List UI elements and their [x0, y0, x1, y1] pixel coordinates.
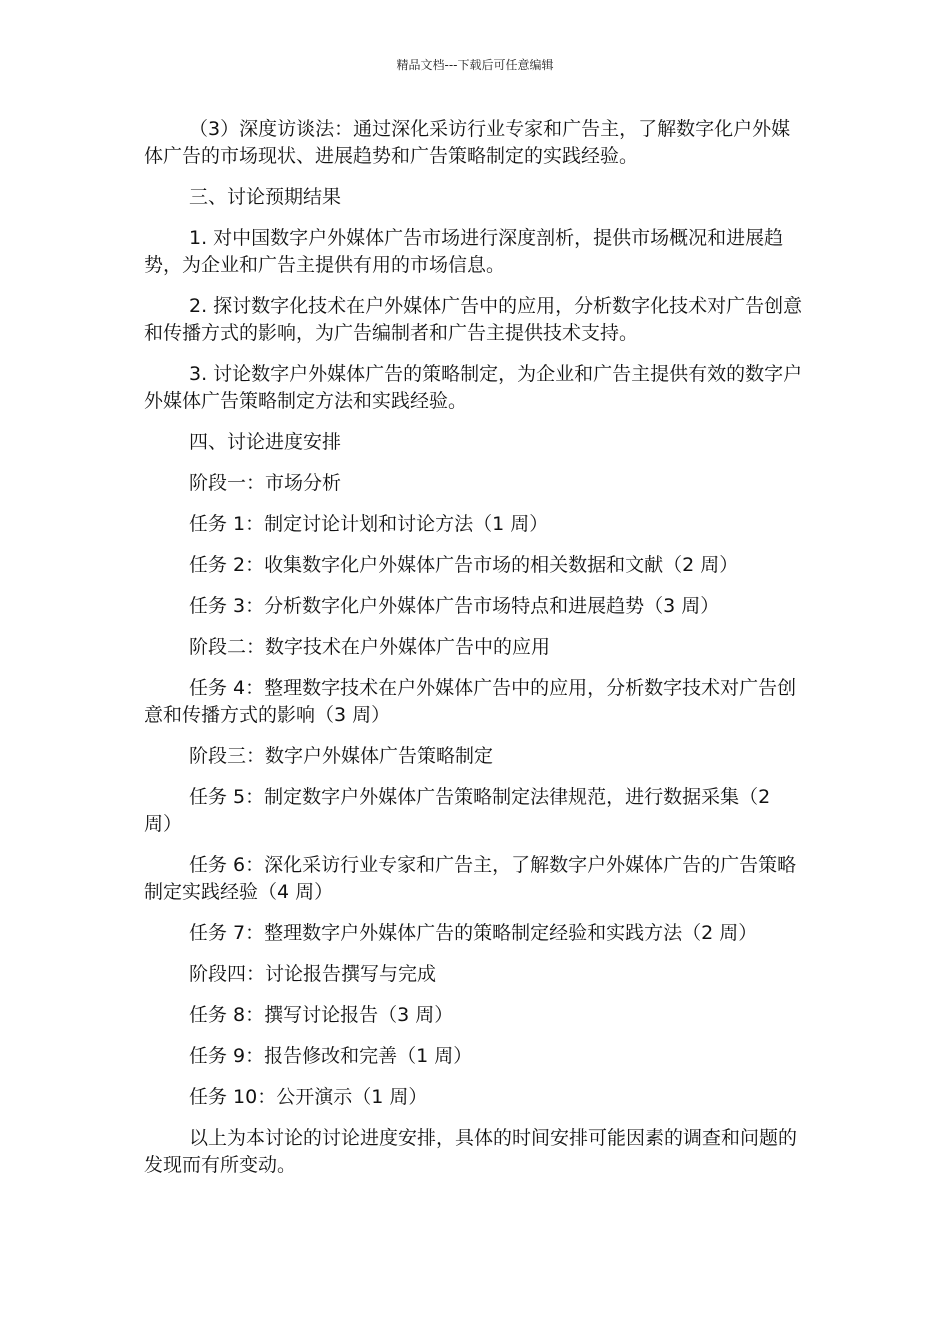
- task-3: 任务 3：分析数字化户外媒体广告市场特点和进展趋势（3 周）: [189, 595, 720, 617]
- task-5: 任务 5：制定数字户外媒体广告策略制定法律规范，进行数据采集（2 周）: [144, 786, 771, 835]
- task-7: 任务 7：整理数字户外媒体广告的策略制定经验和实践方法（2 周）: [189, 922, 758, 944]
- stage-2-heading: 阶段二：数字技术在户外媒体广告中的应用: [189, 636, 551, 658]
- task-10: 任务 10：公开演示（1 周）: [189, 1086, 428, 1108]
- paragraph-closing-note: 以上为本讨论的讨论进度安排，具体的时间安排可能因素的调查和问题的发现而有所变动。: [144, 1127, 798, 1176]
- stage-1-heading: 阶段一：市场分析: [189, 472, 342, 494]
- task-8: 任务 8：撰写讨论报告（3 周）: [189, 1004, 454, 1026]
- task-2: 任务 2：收集数字化户外媒体广告市场的相关数据和文献（2 周）: [189, 554, 739, 576]
- paragraph-result-3: 3. 讨论数字户外媒体广告的策略制定，为企业和广告主提供有效的数字户外媒体广告策略制定方法和实践经验。: [144, 363, 803, 412]
- paragraph-result-2: 2. 探讨数字化技术在户外媒体广告中的应用，分析数字化技术对广告创意和传播方式的影响，为广告编制者和广告主提供技术支持。: [144, 295, 803, 344]
- paragraph-method-interview: （3）深度访谈法：通过深化采访行业专家和广告主，了解数字化户外媒体广告的市场现状、进展趋势和广告策略制定的实践经验。: [144, 118, 791, 167]
- paragraph-result-1: 1. 对中国数字户外媒体广告市场进行深度剖析，提供市场概况和进展趋势，为企业和广告主提供有用的市场信息。: [144, 227, 784, 276]
- section-heading-schedule: 四、讨论进度安排: [189, 431, 342, 453]
- task-6: 任务 6：深化采访行业专家和广告主，了解数字户外媒体广告的广告策略制定实践经验（4 周）: [144, 854, 797, 903]
- task-9: 任务 9：报告修改和完善（1 周）: [189, 1045, 473, 1067]
- task-4: 任务 4：整理数字技术在户外媒体广告中的应用，分析数字技术对广告创意和传播方式的影响（3 周）: [144, 677, 797, 726]
- page-header: 精品文档---下载后可任意编辑: [396, 58, 554, 72]
- stage-3-heading: 阶段三：数字户外媒体广告策略制定: [189, 745, 494, 767]
- stage-4-heading: 阶段四：讨论报告撰写与完成: [189, 963, 437, 985]
- document-body: [144, 116, 804, 1179]
- task-1: 任务 1：制定讨论计划和讨论方法（1 周）: [189, 513, 549, 535]
- section-heading-expected-results: 三、讨论预期结果: [189, 186, 342, 208]
